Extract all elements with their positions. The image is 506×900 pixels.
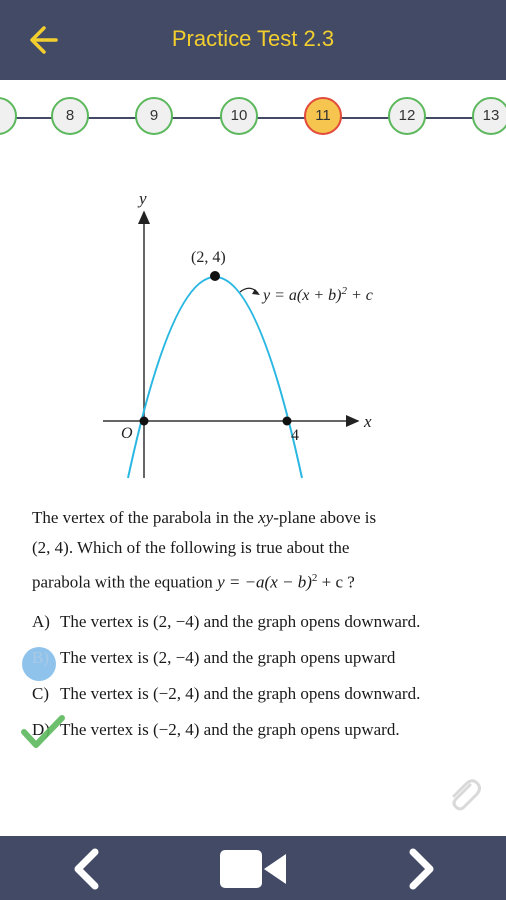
root-point — [283, 417, 292, 426]
question-nav-item-13[interactable]: 13 — [472, 97, 506, 135]
question-nav-item-10[interactable]: 10 — [220, 97, 258, 135]
question-nav-item-8[interactable]: 8 — [51, 97, 89, 135]
question-nav-item-9[interactable]: 9 — [135, 97, 173, 135]
page-title: Practice Test 2.3 — [171, 26, 335, 51]
y-axis-label: y — [139, 189, 147, 208]
question-nav-item-11[interactable]: 11 — [304, 97, 342, 135]
question-nav-item-12[interactable]: 12 — [388, 97, 426, 135]
choice-b[interactable]: B) The vertex is (2, −4) and the graph opens upward — [32, 648, 396, 667]
origin-label: O — [121, 425, 133, 442]
chevron-left-icon[interactable] — [68, 848, 104, 890]
root-label: 4 — [291, 427, 299, 444]
paperclip-icon[interactable] — [444, 775, 484, 815]
choice-d[interactable]: D) The vertex is (−2, 4) and the graph opens upward. — [32, 720, 400, 739]
question-text: The vertex of the parabola in the xy-plane above is (2, 4). Which of the following is true about the parabola with the equation $y = -a(x - b)^2 + c$ ? — [32, 508, 377, 592]
app-header — [0, 0, 506, 80]
vertex-point — [210, 271, 220, 281]
chevron-right-icon[interactable] — [404, 848, 440, 890]
bottom-nav-bar — [0, 836, 506, 900]
choice-c[interactable]: C) The vertex is (−2, 4) and the graph opens downward. — [32, 684, 421, 703]
origin-point — [140, 417, 149, 426]
choice-a[interactable]: A) The vertex is (2, −4) and the graph opens downward. — [32, 612, 421, 631]
correct-check-icon — [20, 712, 66, 752]
parabola-figure — [0, 170, 506, 500]
video-camera-icon[interactable] — [218, 848, 288, 890]
parabola-curve — [128, 277, 302, 478]
vertex-label: (2, 4) — [191, 249, 226, 266]
equation-label: $y = a(x + b)^2 + c$ — [263, 285, 373, 304]
x-axis-label: x — [364, 412, 372, 431]
